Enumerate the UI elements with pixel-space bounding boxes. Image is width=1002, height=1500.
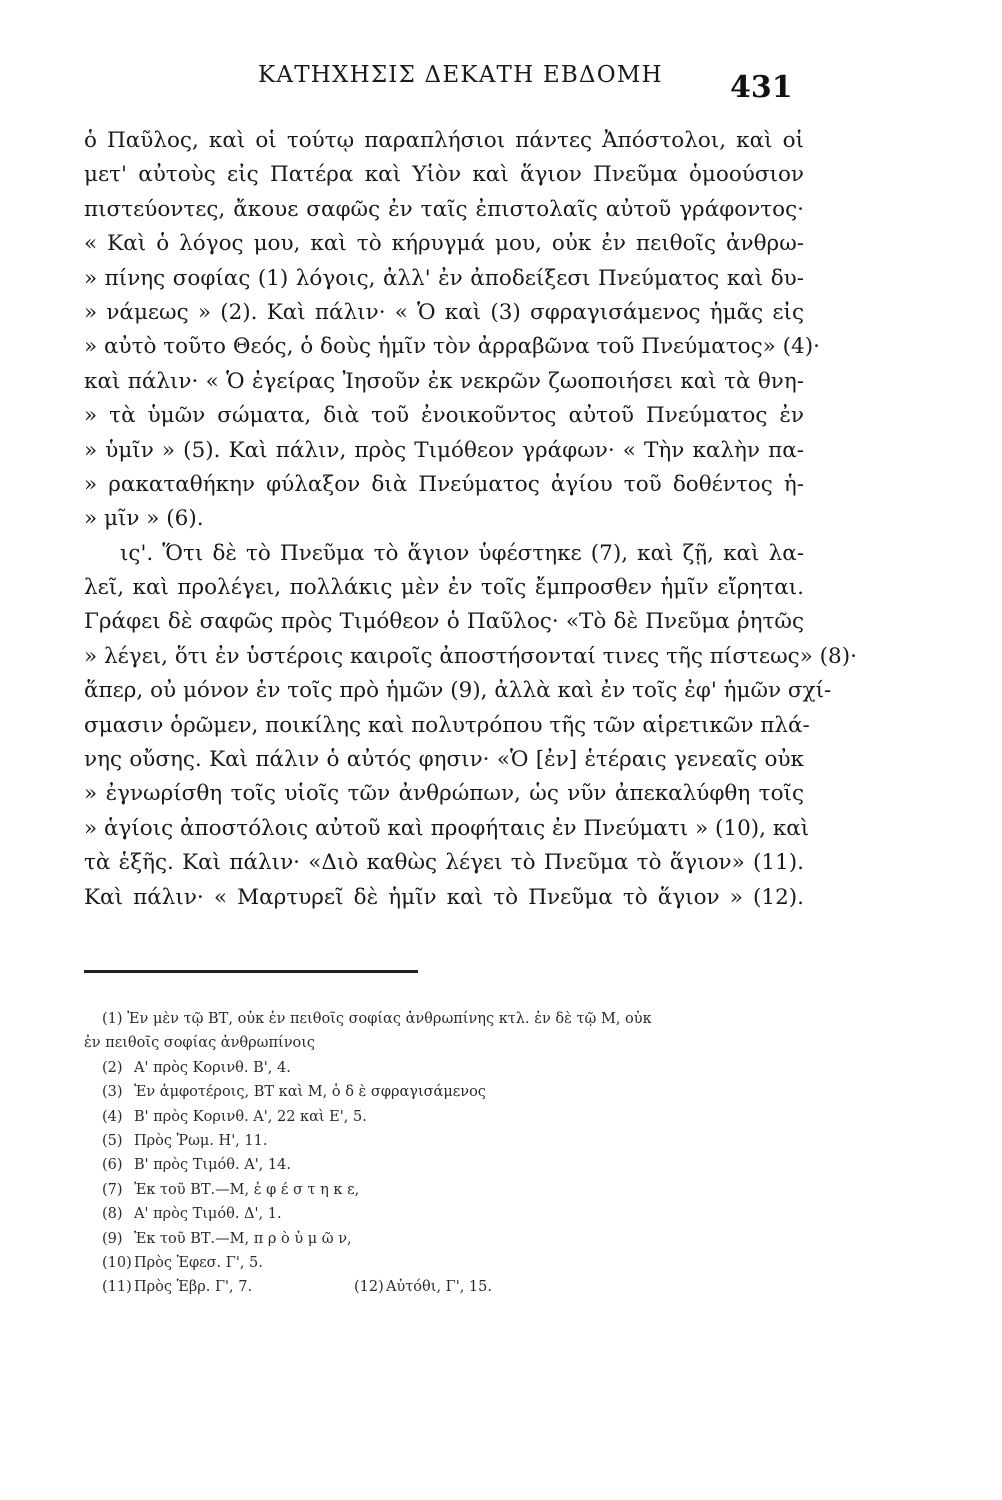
footnote-number: (8) (102, 1206, 123, 1223)
footnote-item (84, 1105, 804, 1129)
text-line: » αὐτὸ τοῦτο Θεός, ὁ δοὺς ἡμῖν τὸν ἀρραβῶνα τοῦ Πνεύματος» (4)· (84, 334, 820, 360)
text-line: » τὰ ὑμῶν σώματα, διὰ τοῦ ἐνοικοῦντος αὐτοῦ Πνεύματος ἐν (84, 403, 804, 429)
footnote-item (84, 1251, 804, 1275)
text-line: » πίνης σοφίας (1) λόγοις, ἀλλ' ἐν ἀποδείξεσι Πνεύματος καὶ δυ- (84, 265, 804, 291)
footnote-1-line-2: ἐν πειθοῖς σοφίας ἀνθρωπίνοις (84, 1035, 316, 1052)
footnote-item (102, 1275, 354, 1299)
footnote-text: Ἐκ τοῦ ΒΤ.—Μ, ἐ φ έ σ τ η κ ε, (134, 1181, 360, 1198)
footnote-number: (12) (354, 1279, 384, 1296)
text-line: Γράφει δὲ σαφῶς πρὸς Τιμόθεον ὁ Παῦλος· «Τὸ δὲ Πνεῦμα ῥητῶς (84, 609, 804, 635)
footnotes (84, 1007, 804, 1300)
text-line: νης οὔσης. Καὶ πάλιν ὁ αὐτός φησιν· «Ὁ [ἐν] ἑτέραις γενεαῖς οὐκ (84, 747, 804, 773)
footnote-text: Πρὸς Ῥωμ. Η', 11. (134, 1132, 268, 1149)
text-line: Καὶ πάλιν· « Μαρτυρεῖ δὲ ἡμῖν καὶ τὸ Πνεῦμα τὸ ἅγιον » (12). (84, 884, 804, 910)
footnote-text: Β' πρὸς Κορινθ. Α', 22 καὶ Ε', 5. (134, 1108, 367, 1125)
text-line: ὁ Παῦλος, καὶ οἱ τούτῳ παραπλήσιοι πάντες Ἀπόστολοι, καὶ οἱ (84, 128, 804, 153)
footnote-item (84, 1056, 804, 1080)
text-line: » ἐγνωρίσθη τοῖς υἱοῖς τῶν ἀνθρώπων, ὡς νῦν ἀπεκαλύφθη τοῖς (84, 781, 804, 807)
text-line: » ὑμῖν » (5). Καὶ πάλιν, πρὸς Τιμόθεον γράφων· « Τὴν καλὴν πα- (84, 437, 804, 463)
footnote-number: (7) (102, 1181, 123, 1198)
text-line: τὰ ἑξῆς. Καὶ πάλιν· «Διὸ καθὼς λέγει τὸ Πνεῦμα τὸ ἅγιον» (11). (84, 850, 804, 876)
text-line: ἅπερ, οὐ μόνον ἐν τοῖς πρὸ ἡμῶν (9), ἀλλὰ καὶ ἐν τοῖς ἐφ' ἡμῶν σχί- (84, 678, 832, 704)
footnote-item (354, 1275, 492, 1299)
text-line: » λέγει, ὅτι ἐν ὑστέροις καιροῖς ἀποστήσονταί τινες τῆς πίστεως» (8)· (84, 643, 857, 669)
footnote-text: Α' πρὸς Τιμόθ. Δ', 1. (134, 1206, 282, 1223)
footnote-item (84, 1153, 804, 1177)
footnote-number: (6) (102, 1157, 123, 1174)
text-line: καὶ πάλιν· « Ὁ ἐγείρας Ἰησοῦν ἐκ νεκρῶν ζωοποιήσει καὶ τὰ θνη- (84, 368, 804, 394)
main-text (84, 124, 857, 915)
section-start-line: ις'. Ὅτι δὲ τὸ Πνεῦμα τὸ ἅγιον ὑφέστηκε (7), καὶ ζῇ, καὶ λα- (120, 540, 804, 566)
text-line: λεῖ, καὶ προλέγει, πολλάκις μὲν ἐν τοῖς ἔμπροσθεν ἡμῖν εἴρηται. (84, 575, 804, 601)
footnote-number: (10) (102, 1254, 132, 1271)
text-line: » νάμεως » (2). Καὶ πάλιν· « Ὁ καὶ (3) σφραγισάμενος ἡμᾶς εἰς (84, 299, 804, 325)
footnote-text: Πρὸς Ἑβρ. Γ', 7. (134, 1279, 253, 1296)
footnote-text: Β' πρὸς Τιμόθ. Α', 14. (134, 1157, 291, 1174)
footnote-rule (84, 970, 418, 973)
footnote-1-line-1: (1) Ἐν μὲν τῷ ΒΤ, οὐκ ἐν πειθοῖς σοφίας ἀνθρωπίνης κτλ. ἐν δὲ τῷ Μ, οὐκ (102, 1011, 652, 1027)
footnote-number: (2) (102, 1059, 123, 1076)
footnote-text: Αὐτόθι, Γ', 15. (386, 1279, 492, 1296)
text-line: σμασιν ὁρῶμεν, ποικίλης καὶ πολυτρόπου τῆς τῶν αἱρετικῶν πλά- (84, 712, 810, 738)
footnote-item (84, 1178, 804, 1202)
footnote-number: (3) (102, 1084, 123, 1101)
footnote-text: Ἐν ἀμφοτέροις, ΒΤ καὶ Μ, ὁ δ ὲ σφραγισάμενος (134, 1084, 486, 1101)
text-line: » ρακαταθήκην φύλαξον διὰ Πνεύματος ἁγίου τοῦ δοθέντος ἡ- (84, 471, 804, 497)
footnote-item (84, 1129, 804, 1153)
footnote-text: Ἐκ τοῦ ΒΤ.—Μ, π ρ ὸ ὑ μ ῶ ν, (134, 1230, 352, 1247)
footnote-item (84, 1227, 804, 1251)
footnote-number: (4) (102, 1108, 123, 1125)
page-number: 431 (730, 70, 793, 105)
footnote-pair (84, 1275, 804, 1299)
text-line: » μῖν » (6). (84, 506, 204, 532)
footnote-text: Α' πρὸς Κορινθ. Β', 4. (134, 1059, 291, 1076)
footnote-number: (5) (102, 1132, 123, 1149)
footnote-number: (11) (102, 1279, 132, 1296)
running-title: ΚΑΤΗΧΗΣΙΣ ΔΕΚΑΤΗ ΕΒΔΟΜΗ (258, 62, 663, 88)
text-line: « Καὶ ὁ λόγος μου, καὶ τὸ κήρυγμά μου, οὐκ ἐν πειθοῖς ἀνθρω- (84, 231, 804, 257)
footnote-number: (9) (102, 1230, 123, 1247)
text-line: » ἁγίοις ἀποστόλοις αὐτοῦ καὶ προφήταις ἐν Πνεύματι » (10), καὶ (84, 815, 810, 841)
footnote-item (84, 1202, 804, 1226)
text-line: πιστεύοντες, ἄκουε σαφῶς ἐν ταῖς ἐπιστολαῖς αὐτοῦ γράφοντος· (84, 196, 804, 222)
footnote-item (84, 1080, 804, 1104)
text-line: μετ' αὐτοὺς εἰς Πατέρα καὶ Υἱὸν καὶ ἅγιον Πνεῦμα ὁμοούσιον (84, 162, 804, 188)
footnote-text: Πρὸς Ἐφεσ. Γ', 5. (134, 1254, 263, 1271)
